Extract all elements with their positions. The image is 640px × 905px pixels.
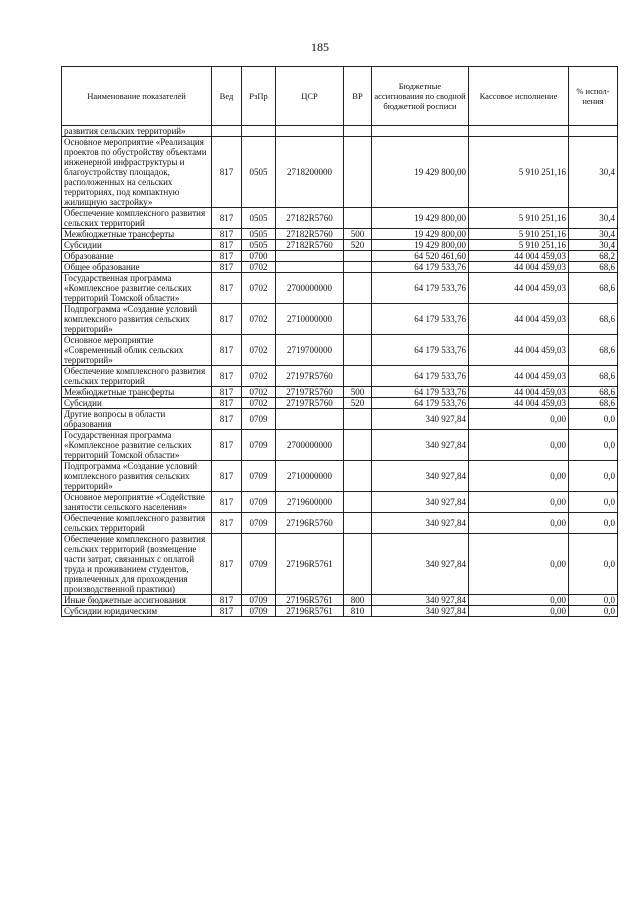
cell-rzpr: 0702 (242, 273, 276, 304)
cell-plan: 340 927,84 (372, 513, 469, 534)
cell-pct: 0,0 (569, 461, 618, 492)
cell-plan: 19 429 800,00 (372, 240, 469, 251)
cell-vr (344, 513, 372, 534)
table-row (62, 251, 618, 262)
cell-pct: 30,4 (569, 208, 618, 229)
cell-name: развития сельских территорий» (62, 126, 212, 137)
table-row (62, 387, 618, 398)
cell-name: Межбюджетные трансферты (62, 387, 212, 398)
cell-plan: 64 179 533,76 (372, 335, 469, 366)
cell-pct (569, 126, 618, 137)
table-row (62, 137, 618, 208)
cell-plan: 64 520 461,60 (372, 251, 469, 262)
cell-vr (344, 430, 372, 461)
cell-fact: 44 004 459,03 (469, 398, 569, 409)
cell-fact: 0,00 (469, 534, 569, 595)
cell-name: Субсидии (62, 240, 212, 251)
cell-fact: 0,00 (469, 595, 569, 606)
cell-fact: 44 004 459,03 (469, 387, 569, 398)
cell-fact: 44 004 459,03 (469, 273, 569, 304)
cell-fact (469, 126, 569, 137)
cell-plan: 340 927,84 (372, 461, 469, 492)
cell-plan: 64 179 533,76 (372, 387, 469, 398)
table-row (62, 534, 618, 595)
cell-ved: 817 (212, 595, 242, 606)
header-fact: Кассовое исполнение (469, 67, 569, 126)
cell-pct: 30,4 (569, 229, 618, 240)
cell-ved: 817 (212, 398, 242, 409)
cell-plan: 19 429 800,00 (372, 208, 469, 229)
cell-rzpr: 0505 (242, 240, 276, 251)
cell-rzpr: 0505 (242, 137, 276, 208)
cell-pct: 0,0 (569, 430, 618, 461)
cell-name: Образование (62, 251, 212, 262)
cell-plan: 19 429 800,00 (372, 229, 469, 240)
cell-plan: 340 927,84 (372, 534, 469, 595)
cell-pct: 30,4 (569, 240, 618, 251)
table-row (62, 430, 618, 461)
cell-rzpr: 0505 (242, 208, 276, 229)
cell-vr: 500 (344, 229, 372, 240)
header-pct: % испол-нения (569, 67, 618, 126)
cell-ved: 817 (212, 430, 242, 461)
cell-vr (344, 137, 372, 208)
table-row (62, 262, 618, 273)
table-row (62, 240, 618, 251)
cell-pct: 68,6 (569, 387, 618, 398)
cell-rzpr: 0702 (242, 335, 276, 366)
cell-rzpr: 0709 (242, 409, 276, 430)
cell-name: Основное мероприятие «Содействие занятости сельского населения» (62, 492, 212, 513)
cell-rzpr: 0709 (242, 513, 276, 534)
cell-name: Обеспечение комплексного развития сельских территорий (62, 208, 212, 229)
cell-pct: 68,2 (569, 251, 618, 262)
cell-plan: 19 429 800,00 (372, 137, 469, 208)
cell-rzpr: 0709 (242, 606, 276, 617)
cell-csr: 2710000000 (276, 304, 344, 335)
cell-pct: 0,0 (569, 492, 618, 513)
cell-pct: 30,4 (569, 137, 618, 208)
cell-name: Межбюджетные трансферты (62, 229, 212, 240)
cell-pct: 0,0 (569, 595, 618, 606)
cell-fact: 0,00 (469, 513, 569, 534)
cell-ved: 817 (212, 387, 242, 398)
cell-ved: 817 (212, 409, 242, 430)
cell-fact: 5 910 251,16 (469, 240, 569, 251)
cell-pct: 0,0 (569, 534, 618, 595)
cell-rzpr (242, 126, 276, 137)
table-row (62, 492, 618, 513)
cell-csr: 2719600000 (276, 492, 344, 513)
cell-fact: 5 910 251,16 (469, 229, 569, 240)
cell-pct: 68,6 (569, 366, 618, 387)
cell-ved: 817 (212, 251, 242, 262)
table-row (62, 461, 618, 492)
cell-name: Обеспечение комплексного развития сельских территорий (62, 366, 212, 387)
cell-fact: 0,00 (469, 409, 569, 430)
cell-pct: 68,6 (569, 398, 618, 409)
cell-ved: 817 (212, 461, 242, 492)
table-row (62, 595, 618, 606)
cell-fact: 0,00 (469, 492, 569, 513)
cell-pct: 68,6 (569, 335, 618, 366)
cell-ved: 817 (212, 273, 242, 304)
cell-rzpr: 0702 (242, 262, 276, 273)
cell-vr: 520 (344, 240, 372, 251)
cell-name: Обеспечение комплексного развития сельских территорий (возмещение части затрат, связанных с оплатой труда и проживанием студентов, привлеченных для прохождения производственной практики) (62, 534, 212, 595)
cell-vr (344, 208, 372, 229)
page-number: 185 (311, 40, 329, 54)
cell-pct: 68,6 (569, 273, 618, 304)
cell-fact: 44 004 459,03 (469, 251, 569, 262)
cell-fact: 0,00 (469, 430, 569, 461)
cell-fact: 0,00 (469, 461, 569, 492)
cell-csr: 2719700000 (276, 335, 344, 366)
cell-vr (344, 262, 372, 273)
cell-csr (276, 126, 344, 137)
cell-csr: 27196R5761 (276, 606, 344, 617)
cell-vr (344, 304, 372, 335)
header-vr: ВР (344, 67, 372, 126)
cell-ved: 817 (212, 208, 242, 229)
table-row (62, 304, 618, 335)
cell-vr: 500 (344, 387, 372, 398)
table-row (62, 126, 618, 137)
cell-ved: 817 (212, 513, 242, 534)
cell-name: Общее образование (62, 262, 212, 273)
cell-name: Субсидии юридическим (62, 606, 212, 617)
cell-rzpr: 0709 (242, 430, 276, 461)
budget-execution-table (61, 66, 618, 617)
cell-plan: 340 927,84 (372, 430, 469, 461)
cell-fact: 44 004 459,03 (469, 335, 569, 366)
table-row (62, 409, 618, 430)
cell-name: Основное мероприятие «Современный облик сельских территорий» (62, 335, 212, 366)
cell-plan: 340 927,84 (372, 606, 469, 617)
cell-pct: 68,6 (569, 304, 618, 335)
cell-plan (372, 126, 469, 137)
cell-csr: 27182R5760 (276, 208, 344, 229)
cell-ved: 817 (212, 492, 242, 513)
cell-vr (344, 126, 372, 137)
cell-fact: 44 004 459,03 (469, 262, 569, 273)
cell-vr (344, 409, 372, 430)
cell-ved: 817 (212, 366, 242, 387)
table-row (62, 398, 618, 409)
header-rzpr: РзПр (242, 67, 276, 126)
table-row (62, 513, 618, 534)
cell-plan: 64 179 533,76 (372, 304, 469, 335)
cell-fact: 44 004 459,03 (469, 304, 569, 335)
cell-ved: 817 (212, 606, 242, 617)
cell-vr (344, 534, 372, 595)
cell-csr (276, 262, 344, 273)
header-ved: Вед (212, 67, 242, 126)
cell-rzpr: 0709 (242, 492, 276, 513)
cell-pct: 0,0 (569, 513, 618, 534)
table-row (62, 229, 618, 240)
table-row (62, 366, 618, 387)
cell-vr (344, 461, 372, 492)
cell-vr (344, 251, 372, 262)
cell-csr: 27196R5761 (276, 534, 344, 595)
cell-csr (276, 251, 344, 262)
table-header-row (62, 67, 618, 126)
cell-ved: 817 (212, 262, 242, 273)
cell-fact: 5 910 251,16 (469, 208, 569, 229)
cell-ved: 817 (212, 229, 242, 240)
cell-name: Иные бюджетные ассигнования (62, 595, 212, 606)
table-body (62, 126, 618, 617)
cell-csr: 27182R5760 (276, 229, 344, 240)
cell-csr (276, 409, 344, 430)
cell-rzpr: 0700 (242, 251, 276, 262)
cell-name: Государственная программа «Комплексное развитие сельских территорий Томской области» (62, 430, 212, 461)
cell-ved (212, 126, 242, 137)
cell-name: Другие вопросы в области образования (62, 409, 212, 430)
cell-plan: 340 927,84 (372, 409, 469, 430)
cell-rzpr: 0702 (242, 366, 276, 387)
cell-plan: 340 927,84 (372, 595, 469, 606)
cell-name: Государственная программа «Комплексное развитие сельских территорий Томской области» (62, 273, 212, 304)
cell-ved: 817 (212, 137, 242, 208)
cell-plan: 64 179 533,76 (372, 262, 469, 273)
cell-csr: 27197R5760 (276, 398, 344, 409)
cell-pct: 0,0 (569, 409, 618, 430)
cell-vr: 800 (344, 595, 372, 606)
cell-rzpr: 0709 (242, 595, 276, 606)
cell-fact: 0,00 (469, 606, 569, 617)
cell-vr: 520 (344, 398, 372, 409)
cell-ved: 817 (212, 240, 242, 251)
cell-plan: 340 927,84 (372, 492, 469, 513)
cell-name: Субсидии (62, 398, 212, 409)
cell-rzpr: 0505 (242, 229, 276, 240)
cell-plan: 64 179 533,76 (372, 398, 469, 409)
cell-name: Подпрограмма «Создание условий комплексного развития сельских территорий» (62, 461, 212, 492)
cell-pct: 0,0 (569, 606, 618, 617)
cell-csr: 27196R5760 (276, 513, 344, 534)
cell-csr: 27197R5760 (276, 387, 344, 398)
cell-name: Основное мероприятие «Реализация проектов по обустройству объектами инженерной инфраструктуры и благоустройству площадок, расположенных на сельских территориях, под компактную жилищную застройку» (62, 137, 212, 208)
header-csr: ЦСР (276, 67, 344, 126)
cell-name: Обеспечение комплексного развития сельских территорий (62, 513, 212, 534)
cell-vr (344, 335, 372, 366)
cell-csr: 27182R5760 (276, 240, 344, 251)
table-row (62, 606, 618, 617)
cell-ved: 817 (212, 534, 242, 595)
table-row (62, 335, 618, 366)
cell-rzpr: 0702 (242, 304, 276, 335)
cell-plan: 64 179 533,76 (372, 273, 469, 304)
cell-ved: 817 (212, 304, 242, 335)
cell-vr (344, 366, 372, 387)
cell-pct: 68,6 (569, 262, 618, 273)
cell-ved: 817 (212, 335, 242, 366)
table-row (62, 273, 618, 304)
cell-plan: 64 179 533,76 (372, 366, 469, 387)
cell-vr (344, 492, 372, 513)
cell-fact: 5 910 251,16 (469, 137, 569, 208)
cell-name: Подпрограмма «Создание условий комплексного развития сельских территорий» (62, 304, 212, 335)
cell-vr (344, 273, 372, 304)
cell-csr: 2718200000 (276, 137, 344, 208)
table-row (62, 208, 618, 229)
cell-rzpr: 0709 (242, 461, 276, 492)
cell-rzpr: 0702 (242, 398, 276, 409)
cell-csr: 2700000000 (276, 430, 344, 461)
cell-csr: 27197R5760 (276, 366, 344, 387)
header-name: Наименование показателей (62, 67, 212, 126)
cell-csr: 2710000000 (276, 461, 344, 492)
cell-vr: 810 (344, 606, 372, 617)
cell-fact: 44 004 459,03 (469, 366, 569, 387)
cell-rzpr: 0702 (242, 387, 276, 398)
cell-rzpr: 0709 (242, 534, 276, 595)
header-plan: Бюджетные ассигнования по сводной бюджетной росписи (372, 67, 469, 126)
cell-csr: 27196R5761 (276, 595, 344, 606)
cell-csr: 2700000000 (276, 273, 344, 304)
